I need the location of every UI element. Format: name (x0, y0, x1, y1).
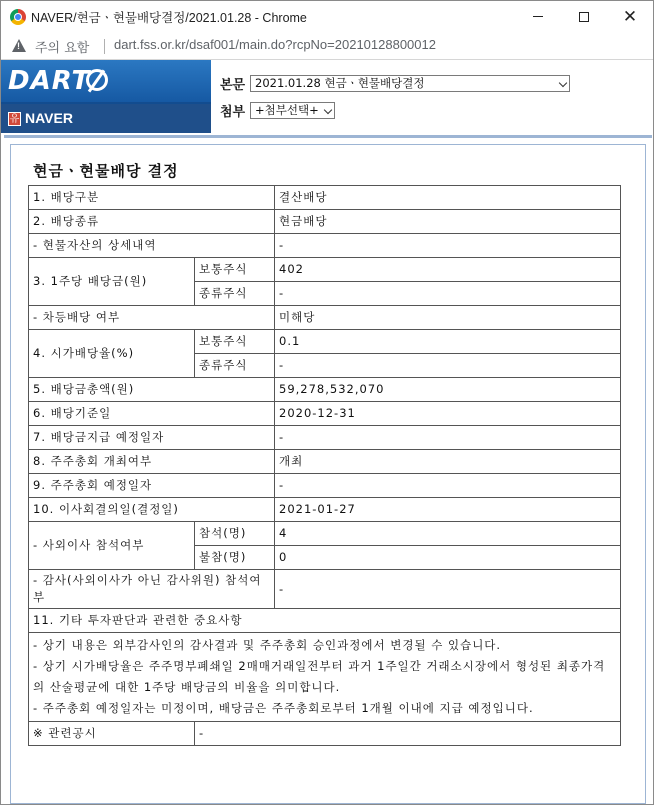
table-row (29, 570, 621, 609)
url-text[interactable]: dart.fss.or.kr/dsaf001/main.do?rcpNo=20210128800012 (114, 37, 436, 52)
row-value: 2021-01-27 (275, 498, 621, 522)
dart-logo[interactable]: DART (8, 66, 91, 96)
minimize-button[interactable] (515, 1, 561, 32)
maximize-button[interactable] (561, 1, 607, 32)
row-value: - (275, 234, 621, 258)
row-value: 결산배당 (275, 186, 621, 210)
close-button[interactable] (607, 1, 653, 32)
row-label: 6. 배당기준일 (29, 402, 275, 426)
row-label: - 현물자산의 상세내역 (29, 234, 275, 258)
row-label: 1. 배당구분 (29, 186, 275, 210)
table-row (29, 258, 621, 282)
table-row (29, 450, 621, 474)
market-badge: 유 (9, 114, 20, 125)
chevron-down-icon (324, 106, 332, 114)
row-sublabel: 종류주식 (195, 282, 275, 306)
row-label: 7. 배당금지급 예정일자 (29, 426, 275, 450)
row-label: 10. 이사회결의일(결정일) (29, 498, 275, 522)
attachment-label: 첨부 (220, 105, 246, 120)
table-row (29, 498, 621, 522)
dart-header (1, 60, 653, 133)
note-line: - 상기 내용은 외부감사인의 감사결과 및 주주총회 승인과정에서 변경될 수 있습니다. (33, 638, 502, 652)
table-row (29, 210, 621, 234)
main-doc-select[interactable] (250, 75, 570, 92)
row-label: 2. 배당종류 (29, 210, 275, 234)
logo-area[interactable] (1, 60, 211, 102)
row-value: 0 (275, 546, 621, 570)
main-doc-select-value: 2021.01.28 현금ㆍ현물배당결정 (255, 76, 425, 90)
table-row (29, 609, 621, 633)
main-doc-label: 본문 (220, 78, 246, 93)
row-value: 개최 (275, 450, 621, 474)
row-label: ※ 관련공시 (29, 722, 195, 746)
note-line: - 주주총회 예정일자는 미정이며, 배당금은 주주총회로부터 1개월 이내에 지급 예정입니다. (33, 701, 534, 715)
address-bar[interactable] (1, 32, 653, 60)
table-row (29, 186, 621, 210)
row-label: 9. 주주총회 예정일자 (29, 474, 275, 498)
row-value: 2020-12-31 (275, 402, 621, 426)
row-label: 5. 배당금총액(원) (29, 378, 275, 402)
title-bar (1, 1, 653, 32)
row-sublabel: 보통주식 (195, 258, 275, 282)
table-row (29, 378, 621, 402)
row-label: 4. 시가배당율(%) (29, 330, 195, 378)
window-title: NAVER/현금ㆍ현물배당결정/2021.01.28 - Chrome (31, 11, 307, 25)
chrome-icon (10, 9, 26, 25)
row-value: - (275, 354, 621, 378)
row-value: - (275, 570, 621, 609)
security-warning[interactable]: 주의 요함 (35, 41, 90, 56)
row-label: - 사외이사 참석여부 (29, 522, 195, 570)
table-row (29, 306, 621, 330)
row-value: 4 (275, 522, 621, 546)
table-row (29, 474, 621, 498)
chevron-down-icon (559, 79, 567, 87)
document-area (4, 135, 652, 803)
disclosure-table (28, 185, 621, 746)
company-bar (1, 104, 211, 133)
table-row (29, 633, 621, 722)
row-value: - (275, 426, 621, 450)
minimize-icon (533, 16, 543, 17)
note-line: - 상기 시가배당율은 주주명부폐쇄일 2매매거래일전부터 과거 1주일간 거래소시장에서 형성된 최종가격의 산술평균에 대한 1주당 배당금의 비율을 의미합니다. (33, 659, 606, 694)
row-sublabel: 불참(명) (195, 546, 275, 570)
attachment-select[interactable] (250, 102, 335, 119)
row-value: - (275, 474, 621, 498)
table-row (29, 330, 621, 354)
row-value: 402 (275, 258, 621, 282)
address-separator (104, 39, 105, 54)
company-name[interactable]: NAVER (25, 110, 73, 126)
row-label: 11. 기타 투자판단과 관련한 중요사항 (29, 609, 621, 633)
attachment-select-value: +첨부선택+ (255, 103, 319, 117)
row-value: - (275, 282, 621, 306)
warning-icon[interactable] (12, 39, 26, 52)
dart-logo-mark-icon (86, 69, 108, 91)
row-value: 현금배당 (275, 210, 621, 234)
close-icon: ✕ (622, 6, 638, 27)
row-label: 8. 주주총회 개최여부 (29, 450, 275, 474)
row-label: - 차등배당 여부 (29, 306, 275, 330)
row-sublabel: 보통주식 (195, 330, 275, 354)
maximize-icon (579, 12, 589, 22)
row-value: - (195, 722, 621, 746)
document-title: 현금ㆍ현물배당 결정 (33, 162, 179, 180)
row-value: 59,278,532,070 (275, 378, 621, 402)
row-sublabel: 참석(명) (195, 522, 275, 546)
row-value: 0.1 (275, 330, 621, 354)
logo-band (1, 60, 211, 133)
notes-cell (29, 633, 621, 722)
row-sublabel: 종류주식 (195, 354, 275, 378)
table-row (29, 522, 621, 546)
table-row (29, 722, 621, 746)
row-value: 미해당 (275, 306, 621, 330)
table-row (29, 402, 621, 426)
table-row (29, 234, 621, 258)
row-label: 3. 1주당 배당금(원) (29, 258, 195, 306)
row-label: - 감사(사외이사가 아닌 감사위원) 참석여부 (29, 570, 275, 609)
document-frame (10, 144, 646, 804)
table-row (29, 426, 621, 450)
